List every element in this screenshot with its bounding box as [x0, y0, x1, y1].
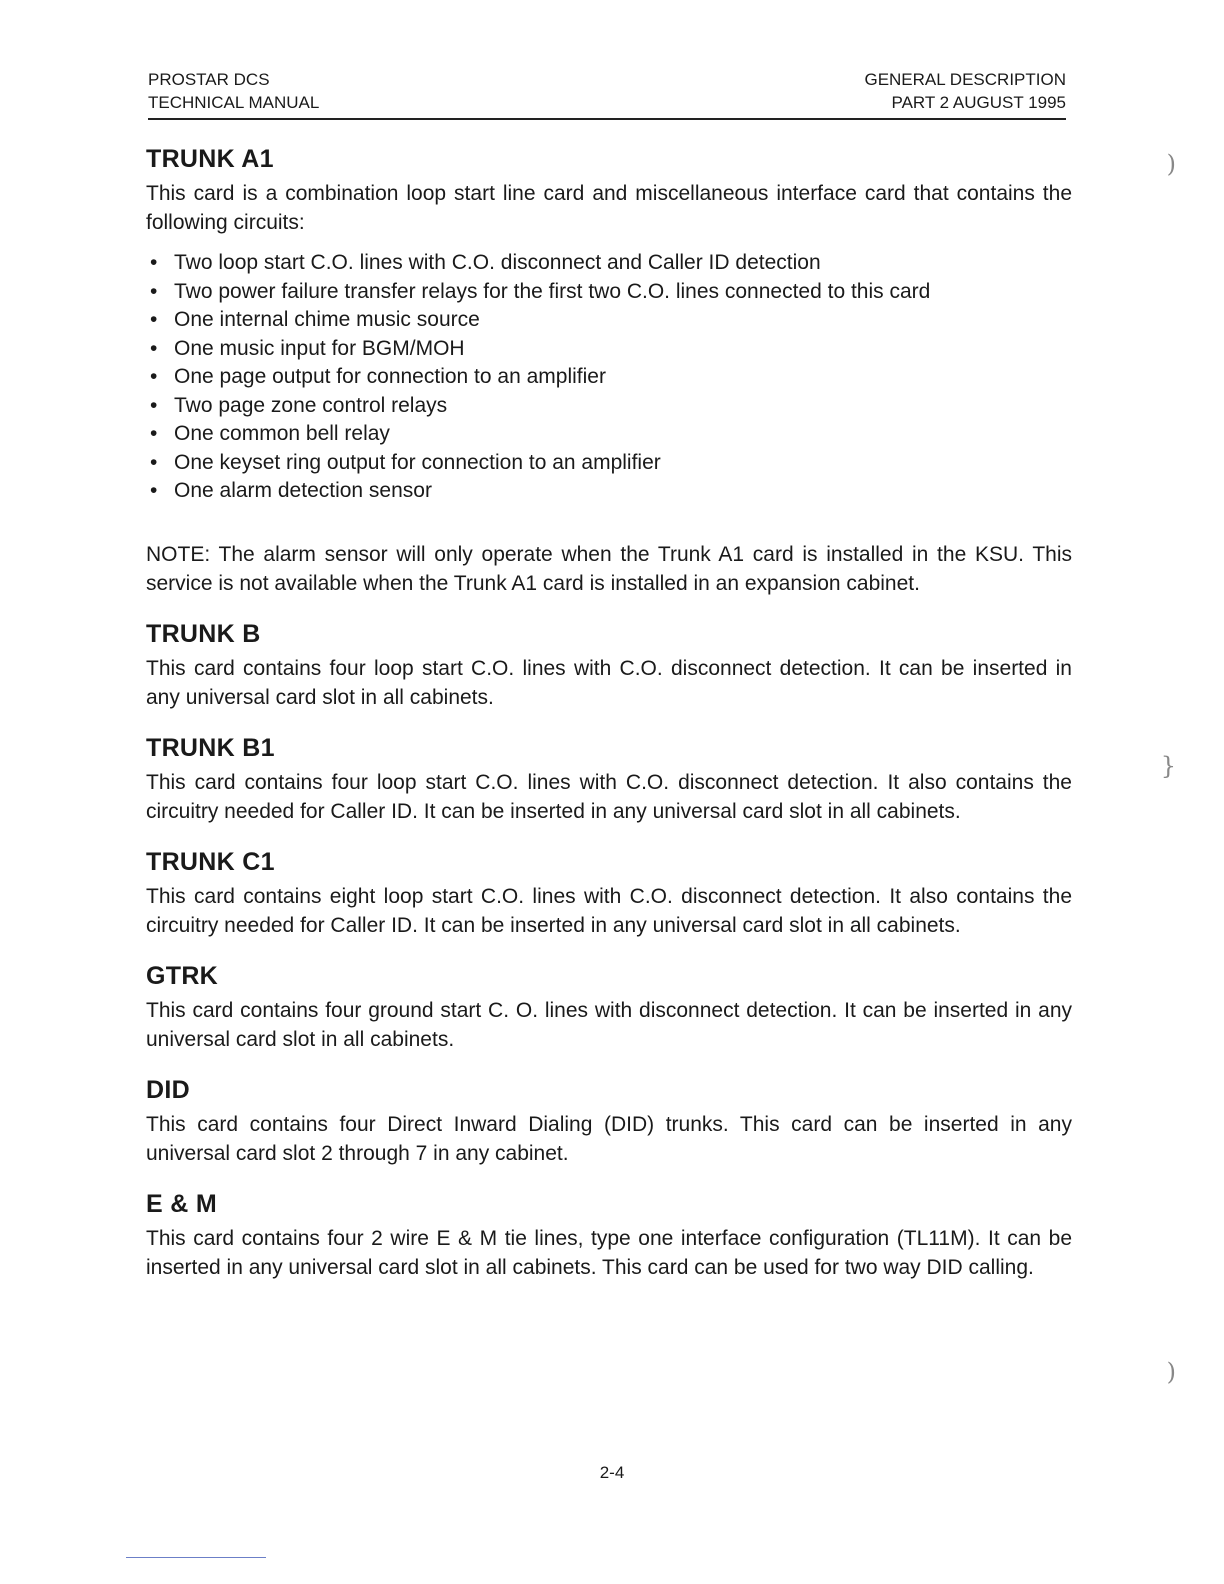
list-item: • One keyset ring output for connection to an amplifier — [146, 449, 1072, 478]
list-item: • One internal chime music source — [146, 306, 1072, 335]
section-title: TRUNK B — [146, 619, 261, 648]
section-body: This card contains four loop start C.O. lines with C.O. disconnect detection. It also contains the circuitry needed for Caller ID. It can be inserted in any universal card slot in all cabinets. — [146, 770, 1072, 823]
bullet-icon: • — [150, 479, 158, 502]
section-body: This card contains eight loop start C.O. lines with C.O. disconnect detection. It also contains the circuitry needed for Caller ID. It can be inserted in any universal card slot in all cabinets. — [146, 884, 1072, 937]
footer-rule — [126, 1557, 266, 1558]
bullet-icon: • — [150, 365, 158, 388]
section-title: E & M — [146, 1189, 217, 1218]
list-item: • Two loop start C.O. lines with C.O. disconnect and Caller ID detection — [146, 249, 1072, 278]
scan-artifact-icon: } — [1160, 752, 1176, 780]
circuit-list — [146, 249, 1072, 506]
section-trunk-b — [146, 618, 1072, 712]
section-trunk-c1 — [146, 846, 1072, 940]
section-title: TRUNK B1 — [146, 733, 275, 762]
section-gtrk — [146, 960, 1072, 1054]
scan-artifact-icon: ) — [1166, 150, 1176, 178]
section-trunk-b1 — [146, 732, 1072, 826]
header-right — [864, 68, 1066, 114]
bullet-icon: • — [150, 450, 158, 474]
section-body: This card contains four ground start C. O. lines with disconnect detection. It can be inserted in any universal card slot in all cabinets. — [146, 998, 1072, 1051]
bullet-icon: • — [150, 336, 158, 360]
list-item: • One page output for connection to an amplifier — [146, 363, 1072, 392]
header-section: GENERAL DESCRIPTION — [864, 70, 1066, 89]
header-product: PROSTAR DCS — [148, 70, 270, 89]
list-item: • One common bell relay — [146, 420, 1072, 449]
list-item: • Two power failure transfer relays for the first two C.O. lines connected to this card — [146, 278, 1072, 307]
scan-artifact-icon: ) — [1166, 1358, 1176, 1386]
bullet-icon: • — [150, 308, 158, 331]
page-content — [146, 143, 1072, 1282]
list-item: • Two page zone control relays — [146, 392, 1072, 421]
header-left — [148, 68, 319, 114]
bullet-icon: • — [150, 279, 158, 303]
page-header — [148, 68, 1066, 120]
header-manual: TECHNICAL MANUAL — [148, 93, 320, 112]
section-title: TRUNK C1 — [146, 847, 275, 876]
section-did — [146, 1074, 1072, 1168]
section-trunk-a1 — [146, 143, 1072, 598]
section-body: This card contains four Direct Inward Dialing (DID) trunks. This card can be inserted in any universal card slot 2 through 7 in any cabinet. — [146, 1112, 1072, 1165]
header-part-date: PART 2 AUGUST 1995 — [891, 93, 1066, 112]
section-intro: This card is a combination loop start line card and miscellaneous interface card that contains the following circuits: — [146, 182, 1072, 234]
section-title: TRUNK A1 — [146, 145, 274, 173]
section-body: This card contains four 2 wire E & M tie lines, type one interface configuration (TL11M). It can be inserted in any universal card slot in all cabinets. This card can be used for two way DID calling. — [146, 1226, 1072, 1279]
section-body: This card contains four loop start C.O. lines with C.O. disconnect detection. It can be inserted in any universal card slot in all cabinets. — [146, 656, 1072, 709]
bullet-icon: • — [150, 393, 158, 417]
list-item: • One alarm detection sensor — [146, 477, 1072, 506]
alarm-note: NOTE: The alarm sensor will only operate when the Trunk A1 card is installed in the KSU. This service is not available when the Trunk A1 card is installed in an expansion cabinet. — [146, 542, 1072, 595]
section-title: DID — [146, 1075, 190, 1104]
section-e-and-m — [146, 1188, 1072, 1282]
bullet-icon: • — [150, 422, 158, 445]
list-item: • One music input for BGM/MOH — [146, 335, 1072, 364]
page-number: 2-4 — [599, 1463, 625, 1482]
bullet-icon: • — [150, 251, 158, 274]
section-title: GTRK — [146, 961, 219, 990]
